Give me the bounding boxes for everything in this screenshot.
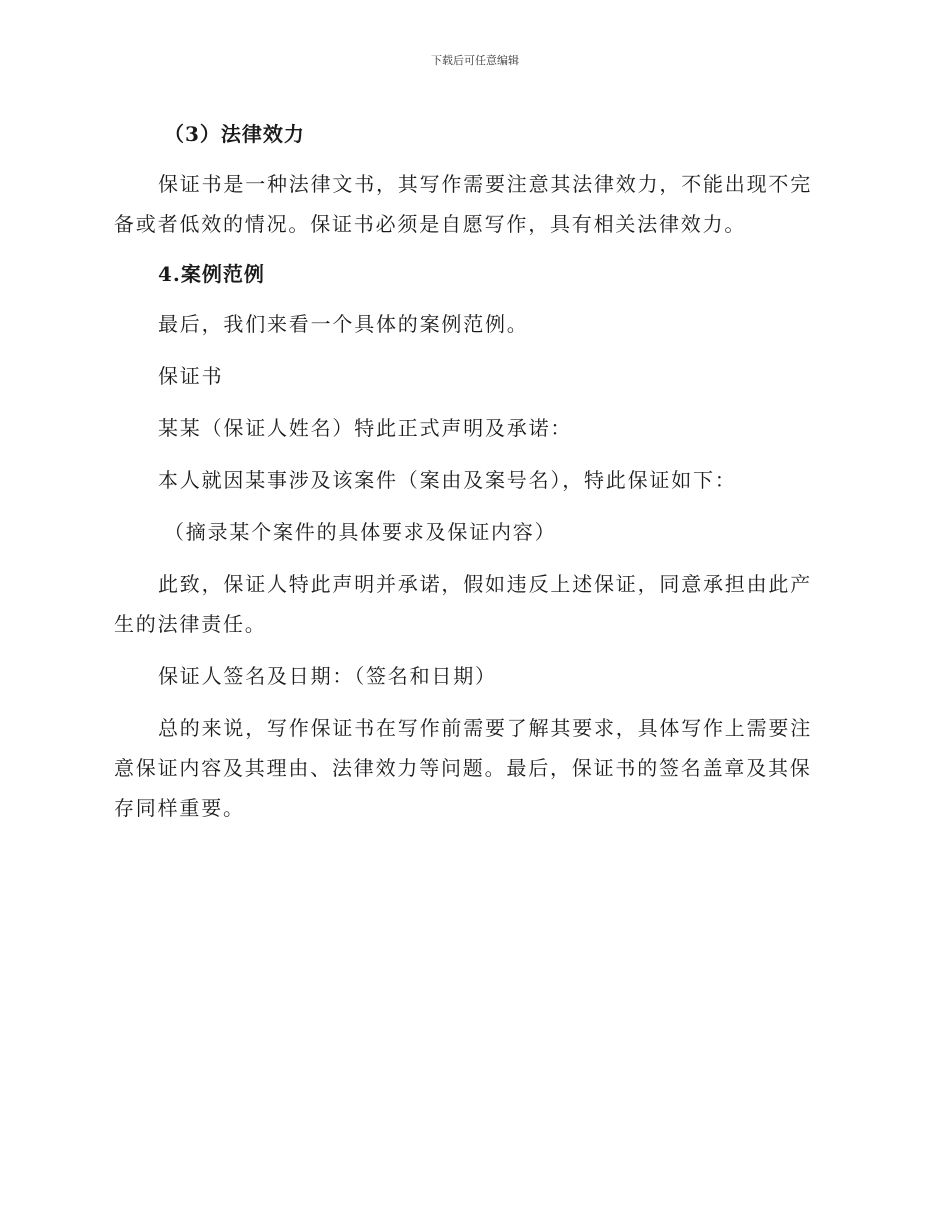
example-signature: 保证人签名及日期：（签名和日期）: [158, 664, 497, 688]
example-content: （摘录某个案件的具体要求及保证内容）: [164, 520, 557, 544]
section-heading-legal-effect: （3）法律效力: [164, 122, 305, 146]
paragraph-legal-effect: 保证书是一种法律文书，其写作需要注意其法律效力，不能出现不完备或者低效的情况。保证书必须是自愿写作，具有相关法律效力。: [114, 172, 812, 236]
page-header: 下载后可任意编辑: [431, 54, 519, 67]
paragraph-intro: 最后，我们来看一个具体的案例范例。: [158, 312, 529, 336]
example-closing: 此致，保证人特此声明并承诺，假如违反上述保证，同意承担由此产生的法律责任。: [114, 572, 812, 636]
paragraph-summary: 总的来说，写作保证书在写作前需要了解其要求，具体写作上需要注意保证内容及其理由、法律效力等问题。最后，保证书的签名盖章及其保存同样重要。: [114, 716, 812, 820]
document-body: [114, 114, 830, 828]
example-title: 保证书: [158, 364, 224, 388]
section-heading-example: 4.案例范例: [158, 262, 265, 286]
example-statement: 某某（保证人姓名）特此正式声明及承诺：: [158, 416, 573, 440]
example-case: 本人就因某事涉及该案件（案由及案号名），特此保证如下：: [158, 468, 737, 492]
